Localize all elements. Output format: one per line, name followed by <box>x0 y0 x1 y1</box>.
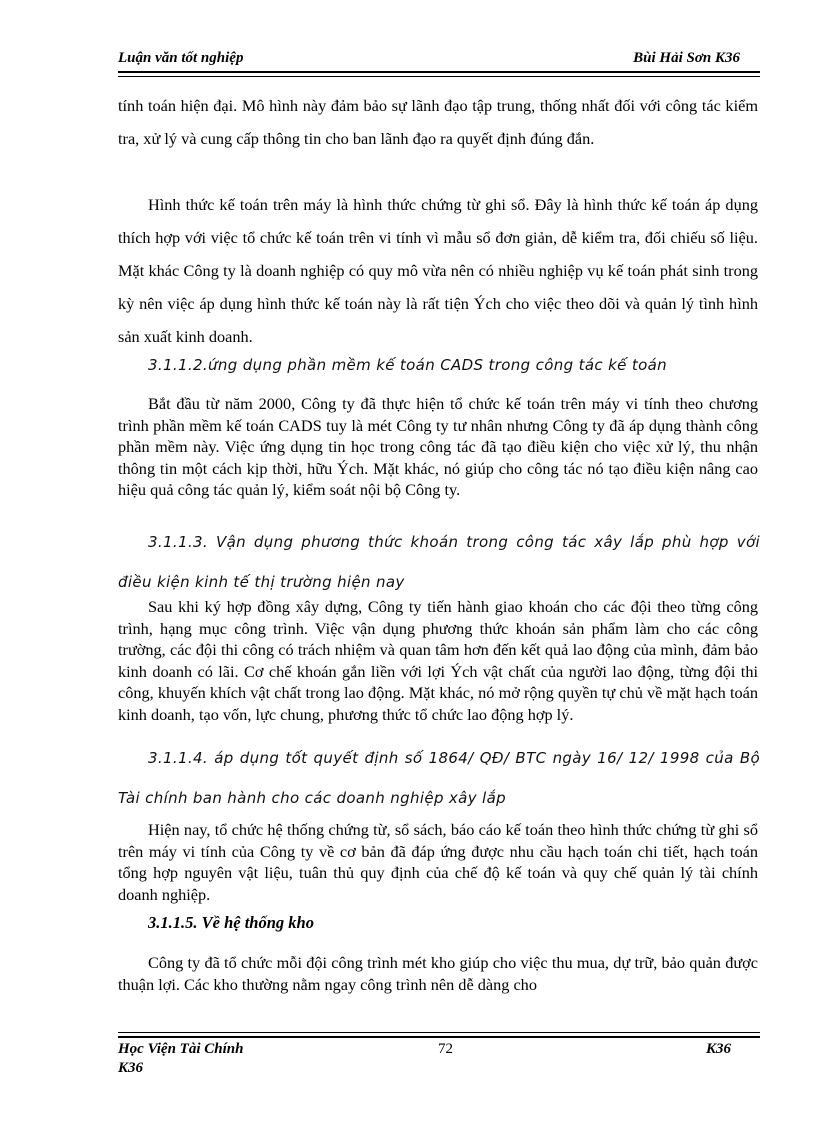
footer-institution: Học Viện Tài Chính <box>118 1041 244 1057</box>
paragraph-3: Bắt đầu từ năm 2000, Công ty đã thực hiện tổ chức kế toán trên máy vi tính theo chương trình phần mềm kế toán CADS tuy là mét Công ty tư nhân nhưng Công ty đã áp dụng thành công phần mềm này. Việc ứng dụng tin học trong công tác đã tạo điều kiện cho việc xử lý, thu nhận thông tin một cách kịp thời, hữu Ých. Mặt khác, nó giúp cho công tác nó tạo điều kiện nâng cao hiệu quả công tác quản lý, kiểm soát nội bộ Công ty. <box>118 394 758 499</box>
paragraph-1: tính toán hiện đại. Mô hình này đảm bảo sự lãnh đạo tập trung, thống nhất đối với công tác kiểm tra, xử lý và cung cấp thông tin cho ban lãnh đạo ra quyết định đúng đắn. <box>118 96 758 148</box>
header-right: Bùi Hải Sơn K36 <box>633 50 740 66</box>
section-heading-3-1-1-5: 3.1.1.5. Về hệ thống kho <box>148 913 314 932</box>
footer-right: K36 <box>706 1041 732 1057</box>
page-header <box>118 50 748 68</box>
footer-rule-thin <box>118 1032 760 1033</box>
header-rule-thick <box>118 71 760 73</box>
paragraph-2: Hình thức kế toán trên máy là hình thức chứng từ ghi sổ. Đây là hình thức kế toán áp dụng thích hợp với việc tổ chức kế toán trên vi tính vì mẫu sổ đơn giản, dễ kiểm tra, đối chiếu số liệu. Mặt khác Công ty là doanh nghiệp có quy mô vừa nên có nhiều nghiệp vụ kế toán phát sinh trong kỳ nên việc áp dụng hình thức kế toán này là rất tiện Ých cho việc theo dõi và quản lý tình hình sản xuất kinh doanh. <box>118 195 758 346</box>
footer-rule-thick <box>118 1036 760 1038</box>
section-heading-3-1-1-2: 3.1.1.2.ứng dụng phần mềm kế toán CADS trong công tác kế toán <box>148 356 667 374</box>
footer-class: K36 <box>118 1060 144 1076</box>
paragraph-5: Hiện nay, tổ chức hệ thống chứng từ, sổ sách, báo cáo kế toán theo hình thức chứng từ ghi sổ trên máy vi tính của Công ty về cơ bản đã đáp ứng được nhu cầu hạch toán chi tiết, hạch toán tổng hợp nguyên vật liệu, tuân thủ quy định của chế độ kế toán và quy chế quản lý tài chính doanh nghiệp. <box>118 820 758 904</box>
section-heading-3-1-1-4: 3.1.1.4. áp dụng tốt quyết định số 1864/ QĐ/ BTC ngày 16/ 12/ 1998 của Bộ Tài chính ban hành cho các doanh nghiệp xây lắp <box>118 749 760 807</box>
page-number: 72 <box>438 1041 453 1057</box>
header-rule-thin <box>118 76 760 77</box>
paragraph-4: Sau khi ký hợp đồng xây dựng, Công ty tiến hành giao khoán cho các đội theo từng công trình, hạng mục công trình. Việc vận dụng phương thức khoán sản phẩm làm cho các công trường, các đội thi công có trách nhiệm và quan tâm hơn đến kết quả lao động của mình, đảm bảo kinh doanh có lãi. Cơ chế khoán gắn liền với lợi Ých vật chất của người lao động, từng đội thi công, khuyến khích vật chất trong lao động. Mặt khác, nó mở rộng quyền tự chủ về mặt hạch toán kinh doanh, tạo vốn, lực chung, phương thức tổ chức lao động hợp lý. <box>118 597 758 724</box>
section-heading-3-1-1-3: 3.1.1.3. Vận dụng phương thức khoán trong công tác xây lắp phù hợp với điều kiện kinh tế thị trường hiện nay <box>118 533 760 591</box>
paragraph-6: Công ty đã tổ chức mỗi đội công trình mét kho giúp cho việc thu mua, dự trữ, bảo quản được thuận lợi. Các kho thường nằm ngay công trình nên dễ dàng cho <box>118 953 758 994</box>
header-left: Luận văn tốt nghiệp <box>118 50 244 66</box>
